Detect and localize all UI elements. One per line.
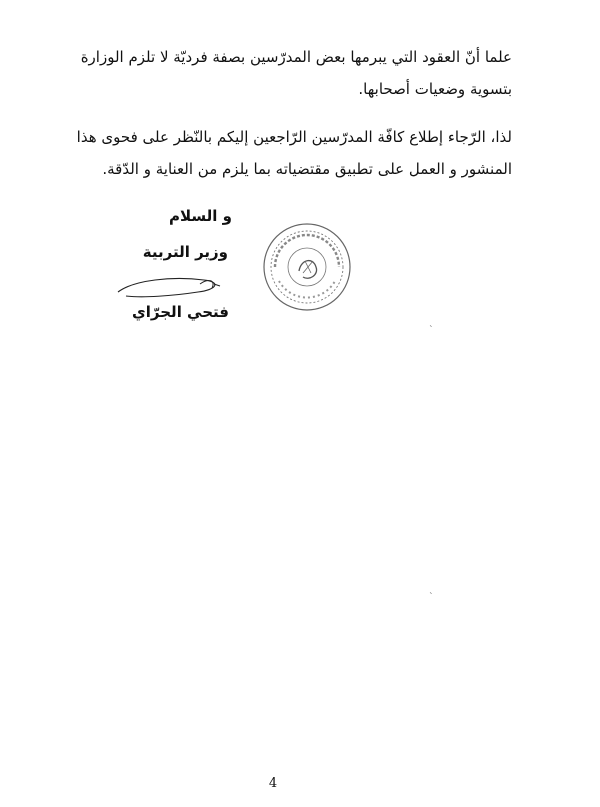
scan-artifact: ˎ — [429, 585, 434, 595]
signatory-title: وزير التربية — [142, 243, 228, 261]
closing-salutation: و السلام — [169, 207, 232, 225]
page-number: 4 — [268, 776, 278, 791]
body-paragraph-1: علما أنّ العقود التي يبرمها بعض المدرّسين بصفة فرديّة لا تلزم الوزارة بتسوية وضعيات أصحابها. — [80, 48, 512, 98]
official-seal — [261, 221, 353, 313]
signatory-name: فتحي الجرّاي — [132, 303, 229, 321]
body-paragraph-2: لذا، الرّجاء إطلاع كافّة المدرّسين الرّاجعين إليكم بالنّظر على فحوى هذا المنشور و العمل على تطبيق مقتضياته بما يلزم من العناية و الدّقة. — [76, 128, 512, 178]
scan-artifact: ˎ — [429, 318, 434, 328]
